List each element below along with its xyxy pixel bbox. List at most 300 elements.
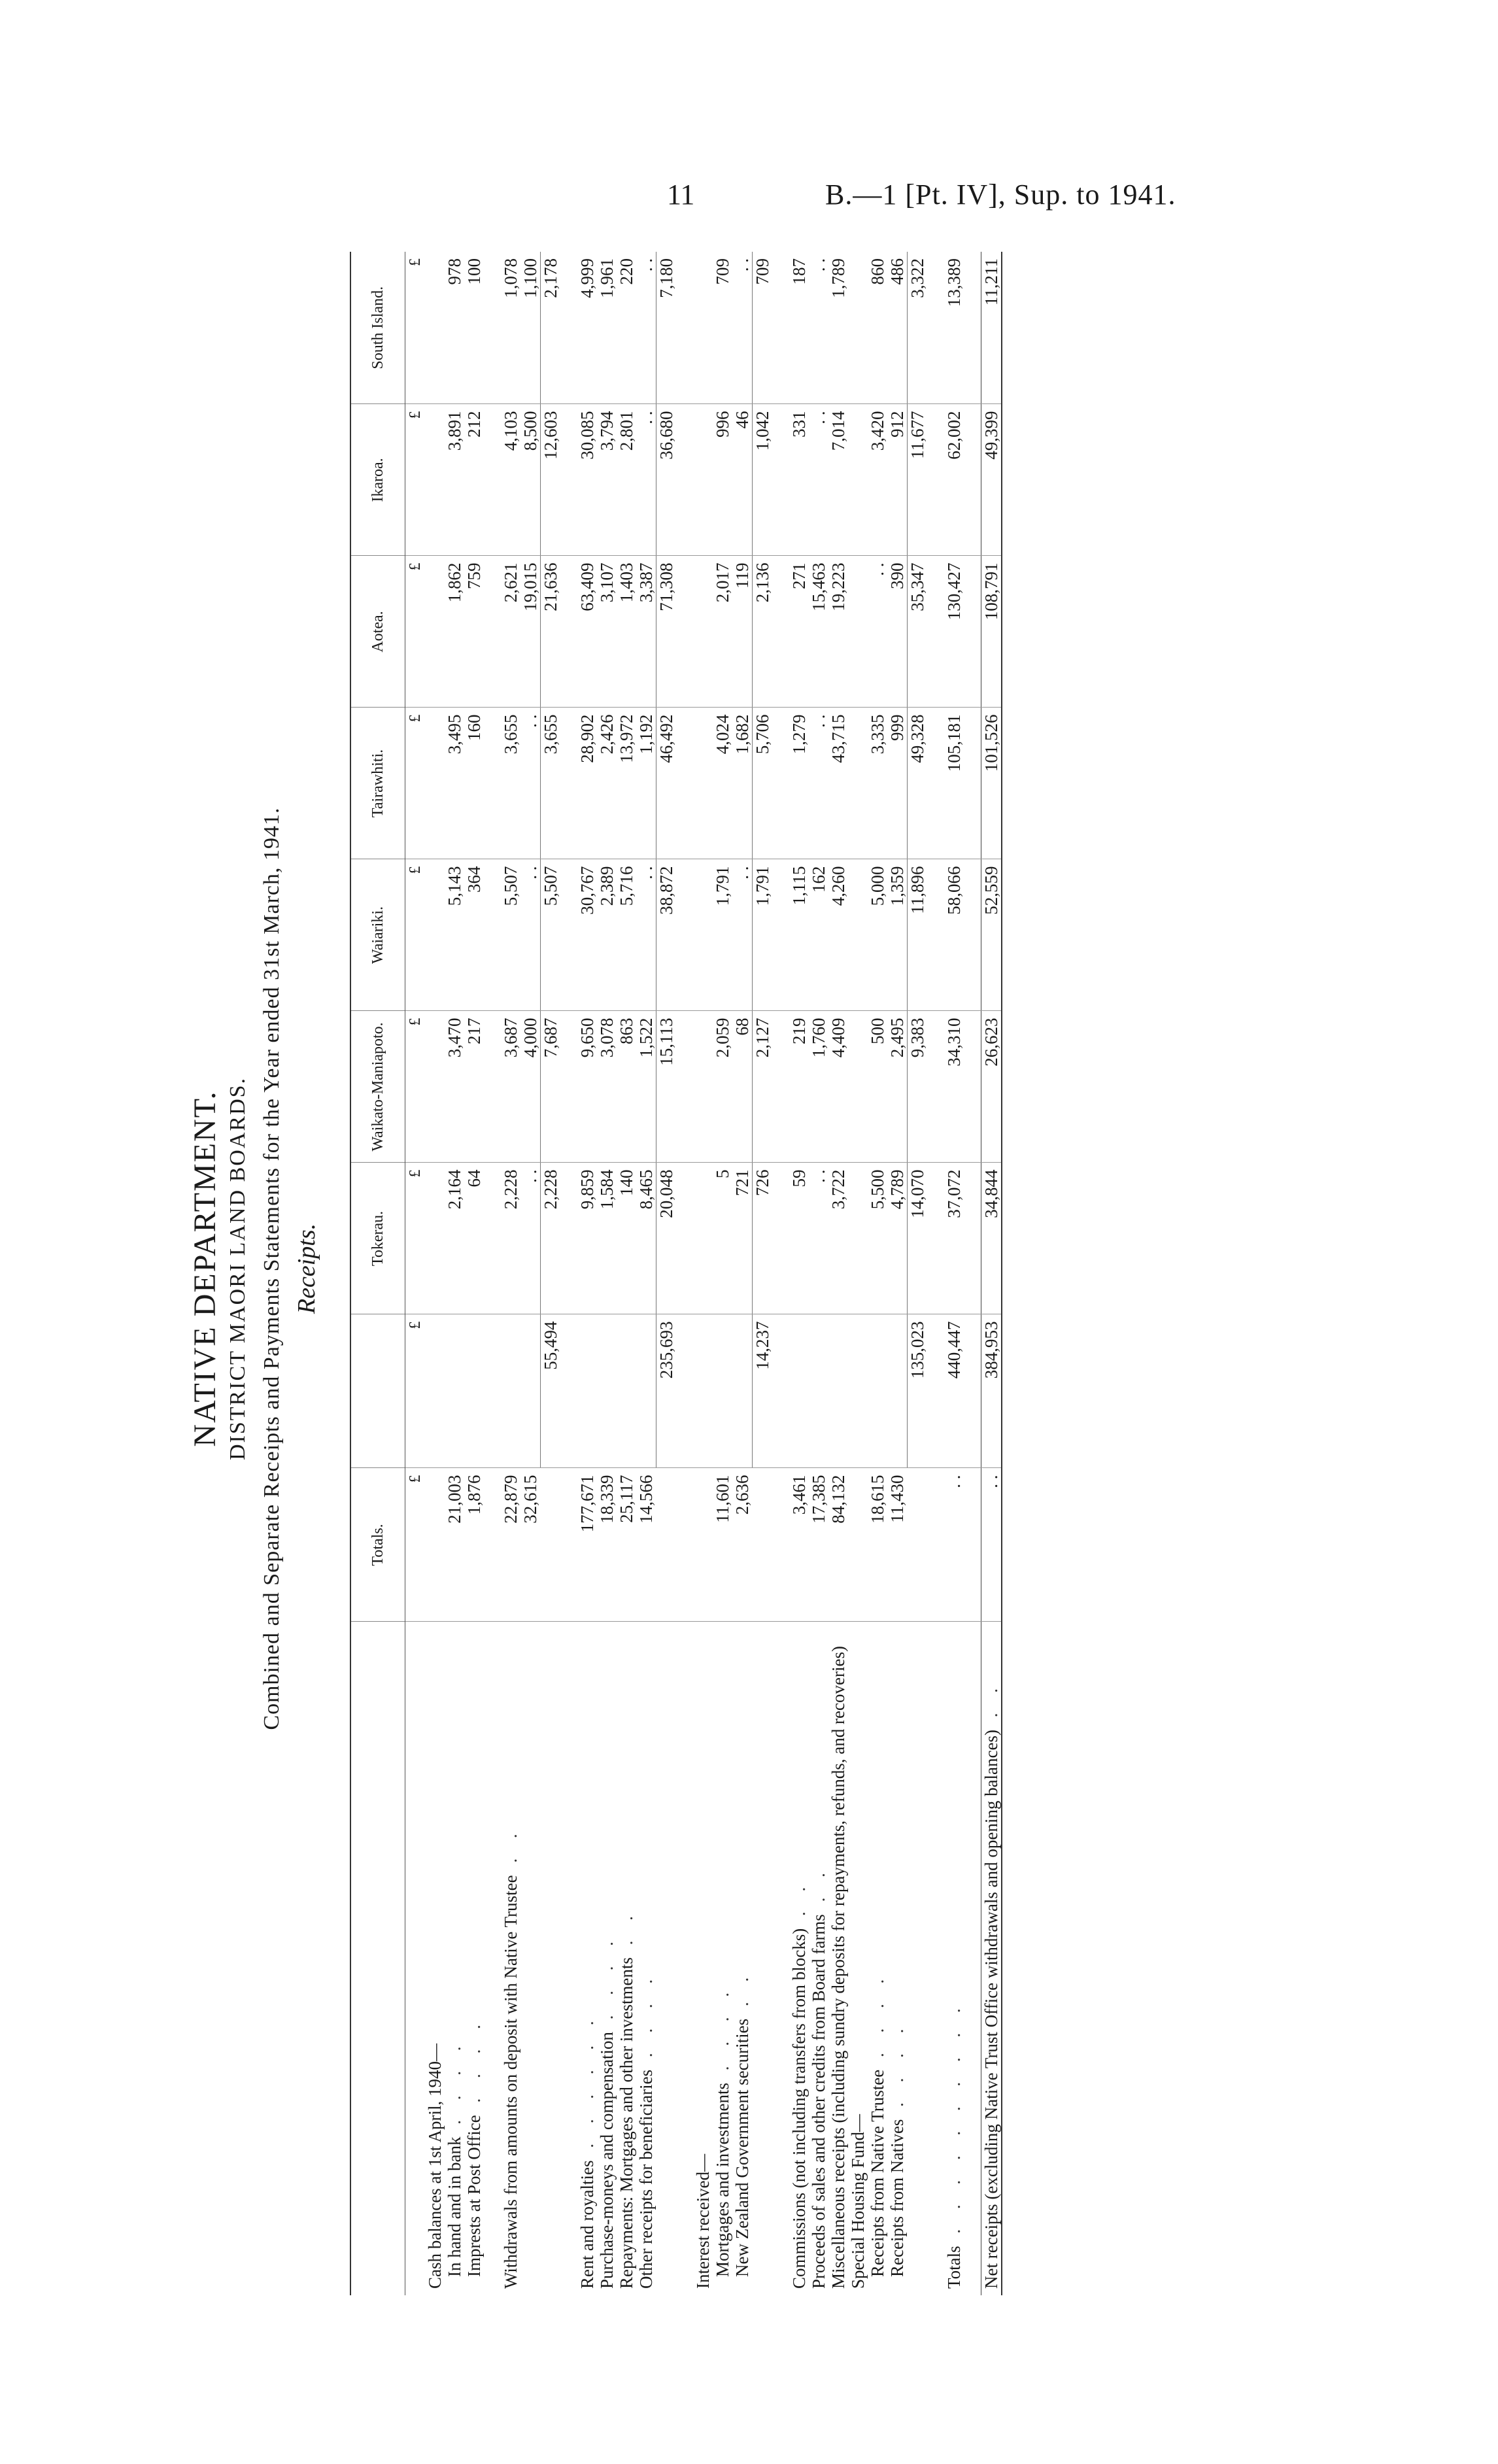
value-cell: 17,385	[809, 1468, 828, 1622]
table-row	[753, 252, 773, 2295]
table-row	[981, 252, 1002, 2295]
table-row	[445, 252, 464, 2295]
table-row	[617, 252, 636, 2295]
value-cell: 36,680	[656, 404, 677, 556]
value-cell	[848, 556, 868, 708]
value-cell: 1,961	[597, 252, 617, 404]
value-cell: 1,078	[501, 252, 520, 404]
spacer-row	[560, 252, 577, 2295]
spacer-cell	[560, 252, 577, 404]
value-cell	[713, 1314, 732, 1468]
value-cell: 68	[732, 1011, 753, 1163]
row-label-text: Proceeds of sales and other credits from Board farms	[809, 1914, 828, 2289]
spacer-cell	[560, 556, 577, 708]
spacer-cell	[484, 708, 501, 859]
table-row	[541, 252, 561, 2295]
value-cell: 135,023	[908, 1314, 928, 1468]
row-label-text: In hand and in bank	[445, 2136, 464, 2277]
value-cell: 9,383	[908, 1011, 928, 1163]
value-cell: . .	[809, 404, 828, 556]
value-cell: 3,420	[868, 404, 887, 556]
row-label-text: Net receipts (excluding Native Trust Office withdrawals and opening balances)	[981, 1729, 1001, 2289]
value-cell: 1,682	[732, 708, 753, 859]
row-label-text: Interest received—	[693, 2153, 713, 2289]
value-cell	[693, 252, 713, 404]
value-cell	[693, 859, 713, 1011]
spacer-row	[927, 252, 944, 2295]
spacer-cell	[560, 1011, 577, 1163]
value-cell: 25,117	[617, 1468, 636, 1622]
table-row	[868, 252, 887, 2295]
value-cell: 217	[464, 1011, 484, 1163]
value-cell: 3,794	[597, 404, 617, 556]
value-cell: 996	[713, 404, 732, 556]
spacer-cell	[927, 859, 944, 1011]
value-cell: 1,042	[753, 404, 773, 556]
spacer-cell	[676, 708, 693, 859]
value-cell	[693, 708, 713, 859]
value-cell: 709	[753, 252, 773, 404]
value-cell: 160	[464, 708, 484, 859]
value-cell: 721	[732, 1163, 753, 1314]
value-cell: 863	[617, 1011, 636, 1163]
value-cell: 7,180	[656, 252, 677, 404]
column-header: Tairawhiti.	[350, 708, 405, 859]
value-cell: 9,650	[577, 1011, 597, 1163]
value-cell	[541, 1468, 561, 1622]
value-cell: 3,722	[828, 1163, 848, 1314]
value-cell	[425, 1011, 445, 1163]
value-cell	[425, 708, 445, 859]
value-cell: 5,500	[868, 1163, 887, 1314]
row-label	[713, 1622, 732, 2295]
spacer-cell	[964, 1314, 981, 1468]
value-cell	[425, 1163, 445, 1314]
value-cell: 364	[464, 859, 484, 1011]
value-cell: 4,789	[887, 1163, 908, 1314]
value-cell: 1,791	[713, 859, 732, 1011]
value-cell: 3,655	[501, 708, 520, 859]
value-cell	[753, 1468, 773, 1622]
value-cell	[887, 1314, 908, 1468]
value-cell: 1,522	[636, 1011, 656, 1163]
spacer-cell	[772, 252, 789, 404]
value-cell: 3,107	[597, 556, 617, 708]
value-cell: 3,387	[636, 556, 656, 708]
spacer-cell	[927, 1163, 944, 1314]
table-row	[636, 252, 656, 2295]
value-cell: 71,308	[656, 556, 677, 708]
spacer-cell	[676, 1314, 693, 1468]
row-label	[656, 1622, 677, 2295]
value-cell: 52,559	[981, 859, 1002, 1011]
value-cell	[425, 252, 445, 404]
row-label	[693, 1622, 713, 2295]
value-cell: 11,601	[713, 1468, 732, 1622]
row-label	[597, 1622, 617, 2295]
spacer-cell	[484, 1011, 501, 1163]
column-header	[350, 1622, 405, 2295]
value-cell: 20,048	[656, 1163, 677, 1314]
row-label-text: Receipts from Natives	[887, 2119, 907, 2277]
spacer-cell	[676, 1011, 693, 1163]
boards-subtitle: DISTRICT MAORI LAND BOARDS.	[226, 1076, 250, 1461]
spacer-cell	[927, 252, 944, 404]
value-cell: 2,178	[541, 252, 561, 404]
value-cell: 101,526	[981, 708, 1002, 859]
value-cell	[848, 1011, 868, 1163]
spacer-cell	[560, 1468, 577, 1622]
spacer-cell	[560, 1314, 577, 1468]
value-cell: 64	[464, 1163, 484, 1314]
value-cell: 1,100	[520, 252, 541, 404]
value-cell: 1,760	[809, 1011, 828, 1163]
value-cell: 4,260	[828, 859, 848, 1011]
spacer-cell	[772, 1468, 789, 1622]
table-row	[848, 252, 868, 2295]
value-cell: 8,465	[636, 1163, 656, 1314]
value-cell: 912	[887, 404, 908, 556]
spacer-cell	[772, 1622, 789, 2295]
spacer-cell	[964, 252, 981, 404]
value-cell: 130,427	[944, 556, 964, 708]
leader-dots: . . . .	[868, 1971, 887, 2070]
row-label	[520, 1622, 541, 2295]
value-cell: 49,328	[908, 708, 928, 859]
value-cell: 2,136	[753, 556, 773, 708]
value-cell: 759	[464, 556, 484, 708]
value-cell: 3,335	[868, 708, 887, 859]
value-cell: 726	[753, 1163, 773, 1314]
value-cell: 4,000	[520, 1011, 541, 1163]
value-cell: 38,872	[656, 859, 677, 1011]
row-label	[908, 1622, 928, 2295]
value-cell: 2,636	[732, 1468, 753, 1622]
value-cell: 2,426	[597, 708, 617, 859]
value-cell: 43,715	[828, 708, 848, 859]
value-cell: 3,655	[541, 708, 561, 859]
value-cell: 999	[887, 708, 908, 859]
value-cell: 140	[617, 1163, 636, 1314]
value-cell: 21,636	[541, 556, 561, 708]
value-cell: 3,495	[445, 708, 464, 859]
column-header: Tokerau.	[350, 1163, 405, 1314]
row-label	[732, 1622, 753, 2295]
value-cell	[464, 1314, 484, 1468]
spacer-cell	[484, 556, 501, 708]
value-cell: 63,409	[577, 556, 597, 708]
table-row	[809, 252, 828, 2295]
value-cell: 3,078	[597, 1011, 617, 1163]
spacer-cell	[560, 708, 577, 859]
row-label	[541, 1622, 561, 2295]
row-label	[981, 1622, 1002, 2295]
value-cell: . .	[809, 1163, 828, 1314]
unit-row	[405, 252, 426, 2295]
row-label	[501, 1622, 520, 2295]
row-label-text: Rent and royalties	[577, 2160, 597, 2289]
title-block	[183, 235, 321, 2302]
spacer-cell	[772, 859, 789, 1011]
spacer-cell	[964, 859, 981, 1011]
spacer-cell	[772, 1314, 789, 1468]
spacer-cell	[964, 556, 981, 708]
table-row	[577, 252, 597, 2295]
spacer-cell	[676, 859, 693, 1011]
column-header: Ikaroa.	[350, 404, 405, 556]
leader-dots: . . . .	[636, 1971, 656, 2070]
value-cell: 26,623	[981, 1011, 1002, 1163]
value-cell: 46	[732, 404, 753, 556]
value-cell: 11,211	[981, 252, 1002, 404]
value-cell	[693, 1468, 713, 1622]
value-cell	[848, 1314, 868, 1468]
value-cell: 12,603	[541, 404, 561, 556]
row-label	[464, 1622, 484, 2295]
column-header: Aotea.	[350, 556, 405, 708]
column-header: Waiariki.	[350, 859, 405, 1011]
value-cell	[868, 1314, 887, 1468]
value-cell	[848, 708, 868, 859]
value-cell	[732, 1314, 753, 1468]
table-row	[713, 252, 732, 2295]
value-cell: 162	[809, 859, 828, 1011]
value-cell: 220	[617, 252, 636, 404]
row-label	[868, 1622, 887, 2295]
value-cell	[789, 1314, 809, 1468]
value-cell: 30,085	[577, 404, 597, 556]
value-cell: 18,339	[597, 1468, 617, 1622]
column-header-row	[350, 252, 405, 2295]
value-cell: 1,876	[464, 1468, 484, 1622]
value-cell	[445, 1314, 464, 1468]
value-cell: 1,791	[753, 859, 773, 1011]
leader-dots: . .	[617, 1908, 636, 1958]
value-cell: 1,279	[789, 708, 809, 859]
value-cell: 14,237	[753, 1314, 773, 1468]
value-cell	[848, 404, 868, 556]
value-cell: 1,862	[445, 556, 464, 708]
spacer-cell	[927, 1011, 944, 1163]
value-cell: 11,896	[908, 859, 928, 1011]
row-label	[809, 1622, 828, 2295]
value-cell: 108,791	[981, 556, 1002, 708]
value-cell: 4,999	[577, 252, 597, 404]
value-cell: 3,891	[445, 404, 464, 556]
row-label	[789, 1622, 809, 2295]
row-label-text: Other receipts for beneficiaries	[636, 2069, 656, 2289]
value-cell: 2,127	[753, 1011, 773, 1163]
value-cell: . .	[809, 252, 828, 404]
value-cell: 3,322	[908, 252, 928, 404]
value-cell: 58,066	[944, 859, 964, 1011]
spacer-cell	[964, 708, 981, 859]
row-label	[887, 1622, 908, 2295]
unit-symbol: £	[405, 1468, 426, 1622]
value-cell	[693, 1011, 713, 1163]
spacer-cell	[927, 708, 944, 859]
row-label-text: Receipts from Native Trustee	[868, 2069, 887, 2277]
row-label	[577, 1622, 597, 2295]
table-row	[944, 252, 964, 2295]
value-cell: 271	[789, 556, 809, 708]
value-cell	[908, 1468, 928, 1622]
spacer-cell	[484, 404, 501, 556]
value-cell	[693, 1163, 713, 1314]
value-cell: 62,002	[944, 404, 964, 556]
value-cell: 3,461	[789, 1468, 809, 1622]
row-label-text: Repayments: Mortgages and other investments	[617, 1957, 636, 2289]
value-cell: 384,953	[981, 1314, 1002, 1468]
value-cell: 4,409	[828, 1011, 848, 1163]
value-cell: 49,399	[981, 404, 1002, 556]
statement-title: Combined and Separate Receipts and Payments Statements for the Year ended 31st March, 1941.	[260, 807, 284, 1730]
unit-symbol: £	[405, 859, 426, 1011]
unit-symbol: £	[405, 1163, 426, 1314]
table-row	[693, 252, 713, 2295]
table-row	[732, 252, 753, 2295]
value-cell: 235,693	[656, 1314, 677, 1468]
spacer-cell	[772, 708, 789, 859]
spacer-cell	[927, 1622, 944, 2295]
value-cell: 37,072	[944, 1163, 964, 1314]
spacer-cell	[484, 1314, 501, 1468]
value-cell: 34,844	[981, 1163, 1002, 1314]
row-label-text: Mortgages and investments	[713, 2083, 732, 2277]
value-cell: 2,228	[501, 1163, 520, 1314]
spacer-cell	[676, 1163, 693, 1314]
value-cell: 34,310	[944, 1011, 964, 1163]
value-cell: . .	[732, 859, 753, 1011]
value-cell: 28,902	[577, 708, 597, 859]
value-cell: 30,767	[577, 859, 597, 1011]
value-cell: 1,359	[887, 859, 908, 1011]
spacer-row	[772, 252, 789, 2295]
value-cell	[520, 1314, 541, 1468]
spacer-cell	[560, 859, 577, 1011]
value-cell: 860	[868, 252, 887, 404]
running-head: B.—1 [Pt. IV], Sup. to 1941.	[825, 179, 1176, 211]
spacer-cell	[772, 1011, 789, 1163]
value-cell: . .	[520, 859, 541, 1011]
value-cell: . .	[732, 252, 753, 404]
row-label-text: Purchase-moneys and compensation	[597, 2032, 617, 2289]
value-cell: 105,181	[944, 708, 964, 859]
row-label	[944, 1622, 964, 2295]
value-cell: . .	[981, 1468, 1002, 1622]
unit-symbol: £	[405, 1011, 426, 1163]
row-label-text: Miscellaneous receipts (including sundry deposits for repayments, refunds, and recoveries)	[828, 1646, 848, 2289]
table-row	[656, 252, 677, 2295]
value-cell	[597, 1314, 617, 1468]
section-heading: Receipts.	[293, 1223, 320, 1314]
unit-symbol: £	[405, 556, 426, 708]
leader-dots: . . . .	[445, 2038, 464, 2137]
value-cell: . .	[636, 252, 656, 404]
spacer-cell	[676, 556, 693, 708]
value-cell: 84,132	[828, 1468, 848, 1622]
value-cell: 32,615	[520, 1468, 541, 1622]
value-cell: 5,143	[445, 859, 464, 1011]
row-label-text: Imprests at Post Office	[464, 2115, 484, 2277]
value-cell: 59	[789, 1163, 809, 1314]
row-label	[636, 1622, 656, 2295]
receipts-table	[350, 252, 1002, 2295]
page-number: 11	[667, 179, 695, 211]
row-label	[753, 1622, 773, 2295]
table-row	[828, 252, 848, 2295]
row-label-text: Special Housing Fund—	[848, 2114, 868, 2289]
value-cell: 187	[789, 252, 809, 404]
unit-spacer	[405, 1622, 426, 2295]
value-cell: 5,507	[541, 859, 561, 1011]
table-row	[597, 252, 617, 2295]
value-cell: 5,706	[753, 708, 773, 859]
value-cell: 11,677	[908, 404, 928, 556]
department-title: NATIVE DEPARTMENT.	[188, 1090, 222, 1447]
unit-symbol: £	[405, 1314, 426, 1468]
value-cell: 13,389	[944, 252, 964, 404]
leader-dots: . . . . . .	[577, 2013, 597, 2161]
value-cell: 2,059	[713, 1011, 732, 1163]
value-cell: 4,103	[501, 404, 520, 556]
spacer-cell	[964, 1468, 981, 1622]
row-label-text: Commissions (not including transfers from blocks)	[789, 1928, 809, 2289]
spacer-cell	[676, 1468, 693, 1622]
spacer-row	[676, 252, 693, 2295]
value-cell: 55,494	[541, 1314, 561, 1468]
value-cell: 5,000	[868, 859, 887, 1011]
value-cell: 2,164	[445, 1163, 464, 1314]
value-cell	[501, 1314, 520, 1468]
table-row	[425, 252, 445, 2295]
value-cell: 331	[789, 404, 809, 556]
value-cell: 212	[464, 404, 484, 556]
row-label-text: Cash balances at 1st April, 1940—	[425, 2044, 445, 2289]
spacer-cell	[964, 1163, 981, 1314]
value-cell: 1,789	[828, 252, 848, 404]
column-header	[350, 1314, 405, 1468]
spacer-cell	[927, 1468, 944, 1622]
value-cell: . .	[944, 1468, 964, 1622]
row-label	[848, 1622, 868, 2295]
value-cell: 709	[713, 252, 732, 404]
table-row	[520, 252, 541, 2295]
value-cell: 978	[445, 252, 464, 404]
value-cell: . .	[636, 859, 656, 1011]
value-cell: 390	[887, 556, 908, 708]
value-cell	[425, 556, 445, 708]
table-row	[887, 252, 908, 2295]
value-cell: . .	[868, 556, 887, 708]
value-cell: 14,070	[908, 1163, 928, 1314]
row-label	[445, 1622, 464, 2295]
value-cell: 9,859	[577, 1163, 597, 1314]
column-header: Waikato-Maniapoto.	[350, 1011, 405, 1163]
value-cell: 13,972	[617, 708, 636, 859]
spacer-cell	[927, 556, 944, 708]
value-cell: 177,671	[577, 1468, 597, 1622]
value-cell	[828, 1314, 848, 1468]
table-body	[405, 252, 1002, 2295]
leader-dots: . .	[732, 1969, 752, 2019]
rotated-statement	[183, 235, 1308, 2302]
value-cell: 19,223	[828, 556, 848, 708]
value-cell: 119	[732, 556, 753, 708]
value-cell: 3,687	[501, 1011, 520, 1163]
value-cell	[848, 252, 868, 404]
spacer-cell	[484, 252, 501, 404]
